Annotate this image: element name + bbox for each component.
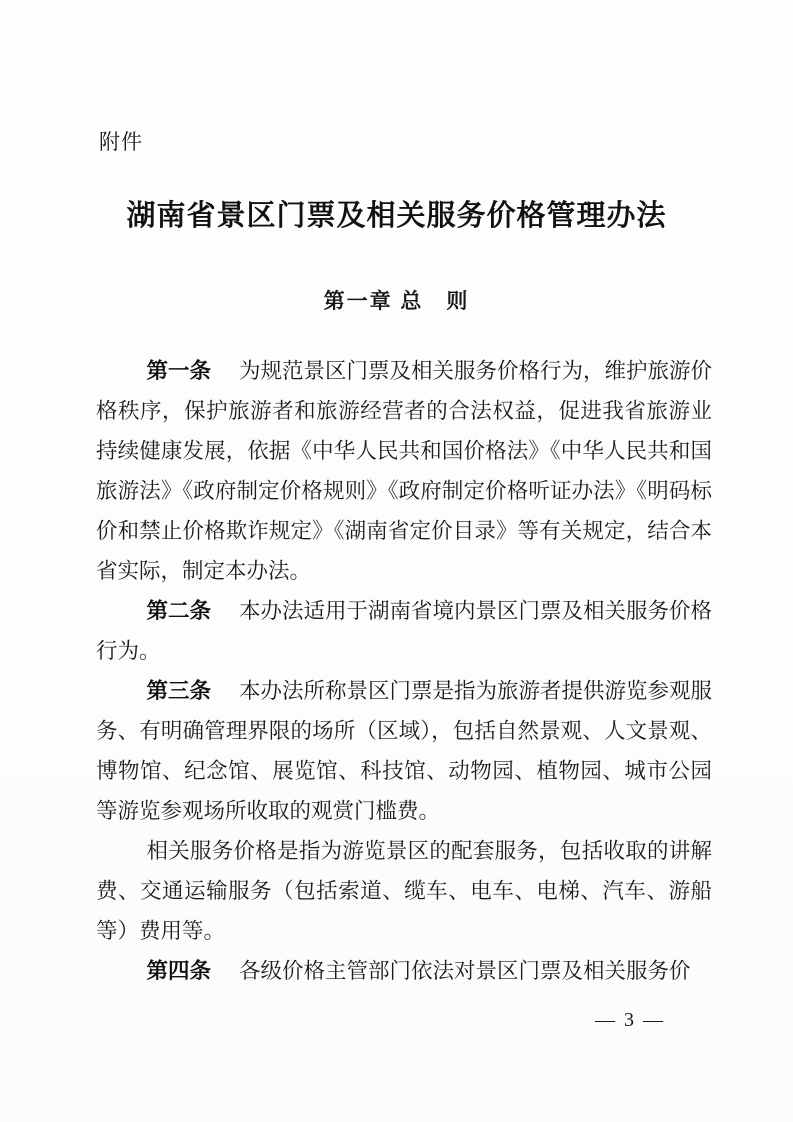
article-1-label: 第一条 xyxy=(146,359,212,383)
article-3-continuation-text: 相关服务价格是指为游览景区的配套服务，包括收取的讲解费、交通运输服务（包括索道、缆车、电车、电梯、汽车、游船等）费用等。 xyxy=(96,839,712,943)
attachment-label: 附件 xyxy=(99,130,143,154)
article-1-text: 为规范景区门票及相关服务价格行为，维护旅游价格秩序，保护旅游者和旅游经营者的合法权益，促进我省旅游业持续健康发展，依据《中华人民共和国价格法》《中华人民共和国旅游法》《政府制定价格规则》《政府制定价格听证办法》《明码标价和禁止价格欺诈规定》《湖南省定价目录》等有关规定，结合本省实际，制定本办法。 xyxy=(96,359,712,583)
chapter-heading: 第一章 总 则 xyxy=(323,290,470,313)
article-3-paragraph xyxy=(96,671,712,831)
article-4-paragraph xyxy=(96,951,712,991)
article-2-paragraph xyxy=(96,591,712,671)
article-4-label: 第四条 xyxy=(146,959,212,983)
article-3-text: 本办法所称景区门票是指为旅游者提供游览参观服务、有明确管理界限的场所（区域），包括自然景观、人文景观、博物馆、纪念馆、展览馆、科技馆、动物园、植物园、城市公园等游览参观场所收取的观赏门槛费。 xyxy=(96,679,712,823)
page-number: — 3 — xyxy=(595,1009,665,1031)
page-title: 湖南省景区门票及相关服务价格管理办法 xyxy=(126,200,667,232)
document-body xyxy=(96,351,712,991)
article-2-text: 本办法适用于湖南省境内景区门票及相关服务价格行为。 xyxy=(96,599,712,663)
article-2-label: 第二条 xyxy=(146,599,212,623)
article-4-text: 各级价格主管部门依法对景区门票及相关服务价 xyxy=(238,959,691,983)
article-3-label: 第三条 xyxy=(146,679,212,703)
article-1-paragraph xyxy=(96,351,712,591)
article-3-continuation-paragraph xyxy=(96,831,712,951)
